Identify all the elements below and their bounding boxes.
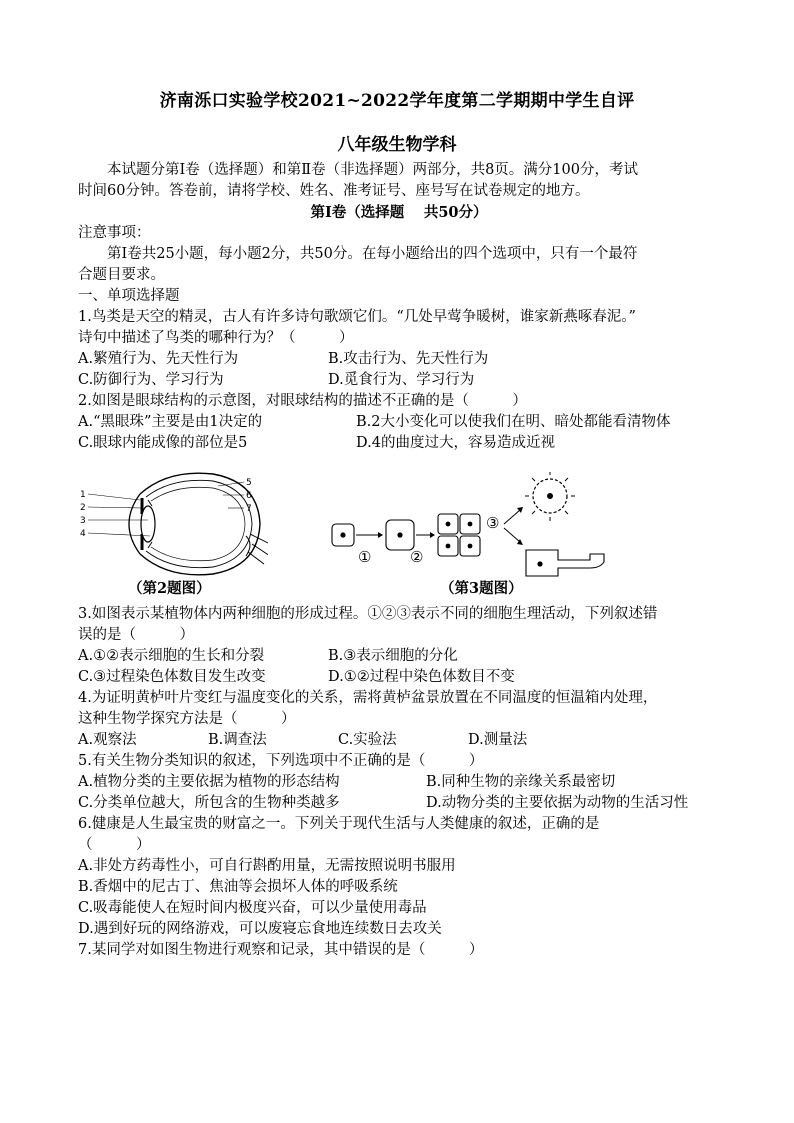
q6-option-d: D.遇到好玩的网络游戏，可以废寝忘食地连续数日去攻关 xyxy=(78,921,442,937)
notice-line-1: 第Ⅰ卷共25小题，每小题2分，共50分。在每小题给出的四个选项中，只有一个最符 xyxy=(107,246,638,262)
q3-stem-1: 3.如图表示某植物体内两种细胞的形成过程。①②③表示不同的细胞生理活动，下列叙述错 xyxy=(78,606,658,622)
eye-label-1: 1 xyxy=(80,490,86,500)
notice-line-2: 合题目要求。 xyxy=(78,267,165,283)
q1-option-d: D.觅食行为、学习行为 xyxy=(328,372,475,388)
q2-stem: 2.如图是眼球结构的示意图，对眼球结构的描述不正确的是（ ） xyxy=(78,393,527,409)
q1-options-row-2 xyxy=(78,370,720,391)
q6-stem-1: 6.健康是人生最宝贵的财富之一。下列关于现代生活与人类健康的叙述，正确的是 xyxy=(78,816,600,832)
intro-line-2: 时间60分钟。答卷前，请将学校、姓名、准考证号、座号写在试卷规定的地方。 xyxy=(78,183,590,199)
q2-option-c: C.眼球内能成像的部位是5 xyxy=(78,435,248,451)
q6-option-a: A.非处方药毒性小，可自行斟酌用量，无需按照说明书服用 xyxy=(78,858,456,874)
q3-options-row-1 xyxy=(78,646,720,667)
figure-3-caption: （第3题图） xyxy=(440,580,523,597)
q4-option-c: C.实验法 xyxy=(338,732,397,748)
q5-options-row-1 xyxy=(78,772,720,793)
q6-option-b: B.香烟中的尼古丁、焦油等会损坏人体的呼吸系统 xyxy=(78,879,398,895)
q2-options-row-1 xyxy=(78,412,720,433)
exam-body xyxy=(78,160,720,961)
q1-option-c: C.防御行为、学习行为 xyxy=(78,372,224,388)
q2-option-a: A.“黑眼珠”主要是由1决定的 xyxy=(78,414,263,430)
q5-options-row-2 xyxy=(78,793,720,814)
part1-heading: 第Ⅰ卷（选择题 共50分） xyxy=(310,204,488,221)
q2-option-b: B.2大小变化可以使我们在明、暗处都能看清物体 xyxy=(356,414,671,430)
q3-option-d: D.①②过程中染色体数目不变 xyxy=(328,669,515,685)
exam-title: 济南泺口实验学校2021~2022学年度第二学期期中学生自评 xyxy=(159,91,635,111)
q5-option-a: A.植物分类的主要依据为植物的形态结构 xyxy=(78,774,340,790)
eye-label-3: 3 xyxy=(80,516,86,526)
q3-options-row-2 xyxy=(78,667,720,688)
q4-stem-2: 这种生物学探究方法是（ ） xyxy=(78,711,296,727)
figure-2-caption: （第2题图） xyxy=(128,580,211,597)
eye-label-4: 4 xyxy=(80,529,86,539)
process-label-3: ③ xyxy=(486,514,500,532)
q1-options-row-1 xyxy=(78,349,720,370)
q6-stem-2: （ ） xyxy=(78,837,151,853)
q1-stem-2: 诗句中描述了鸟类的哪种行为？（ ） xyxy=(78,330,354,346)
q4-option-d: D.测量法 xyxy=(468,732,528,748)
section-heading: 一、单项选择题 xyxy=(78,288,180,304)
q5-option-d: D.动物分类的主要依据为动物的生活习性 xyxy=(426,795,689,811)
q1-option-a: A.繁殖行为、先天性行为 xyxy=(78,351,239,367)
eye-label-6: 6 xyxy=(246,491,252,501)
eye-structure-diagram xyxy=(78,464,268,584)
q4-stem-1: 4.为证明黄栌叶片变红与温度变化的关系，需将黄栌盆景放置在不同温度的恒温箱内处理， xyxy=(78,690,658,706)
q4-option-b: B.调查法 xyxy=(208,732,267,748)
eye-label-7: 7 xyxy=(246,504,252,514)
q3-stem-2: 误的是（ ） xyxy=(78,627,194,643)
q6-option-c: C.吸毒能使人在短时间内极度兴奋，可以少量使用毒品 xyxy=(78,900,427,916)
eye-label-5: 5 xyxy=(246,478,252,488)
q5-option-b: B.同种生物的亲缘关系最密切 xyxy=(426,774,616,790)
q2-options-row-2 xyxy=(78,433,720,454)
q1-stem-1: 1.鸟类是天空的精灵，古人有许多诗句歌颂它们。“几处早莺争暖树，谁家新燕啄春泥。” xyxy=(78,309,636,325)
q5-stem: 5.有关生物分类知识的叙述，下列选项中不正确的是（ ） xyxy=(78,753,484,769)
cell-formation-diagram xyxy=(328,472,658,584)
eye-label-2: 2 xyxy=(80,503,86,513)
notice-label: 注意事项： xyxy=(78,225,151,241)
q4-option-a: A.观察法 xyxy=(78,732,137,748)
exam-subtitle: 八年级生物学科 xyxy=(337,135,457,155)
q4-options-row xyxy=(78,730,720,751)
q3-option-a: A.①②表示细胞的生长和分裂 xyxy=(78,648,265,664)
q7-stem: 7.某同学对如图生物进行观察和记录，其中错误的是（ ） xyxy=(78,942,484,958)
q3-option-b: B.③表示细胞的分化 xyxy=(328,648,458,664)
intro-line-1: 本试题分第Ⅰ卷（选择题）和第Ⅱ卷（非选择题）两部分，共8页。满分100分，考试 xyxy=(107,162,638,178)
q3-option-c: C.③过程染色体数目发生改变 xyxy=(78,669,266,685)
q2-option-d: D.4的曲度过大，容易造成近视 xyxy=(356,435,555,451)
q5-option-c: C.分类单位越大，所包含的生物种类越多 xyxy=(78,795,340,811)
q1-option-b: B.攻击行为、先天性行为 xyxy=(328,351,489,367)
figures-row xyxy=(78,454,720,604)
process-label-2: ② xyxy=(410,548,424,566)
process-label-1: ① xyxy=(358,548,372,566)
